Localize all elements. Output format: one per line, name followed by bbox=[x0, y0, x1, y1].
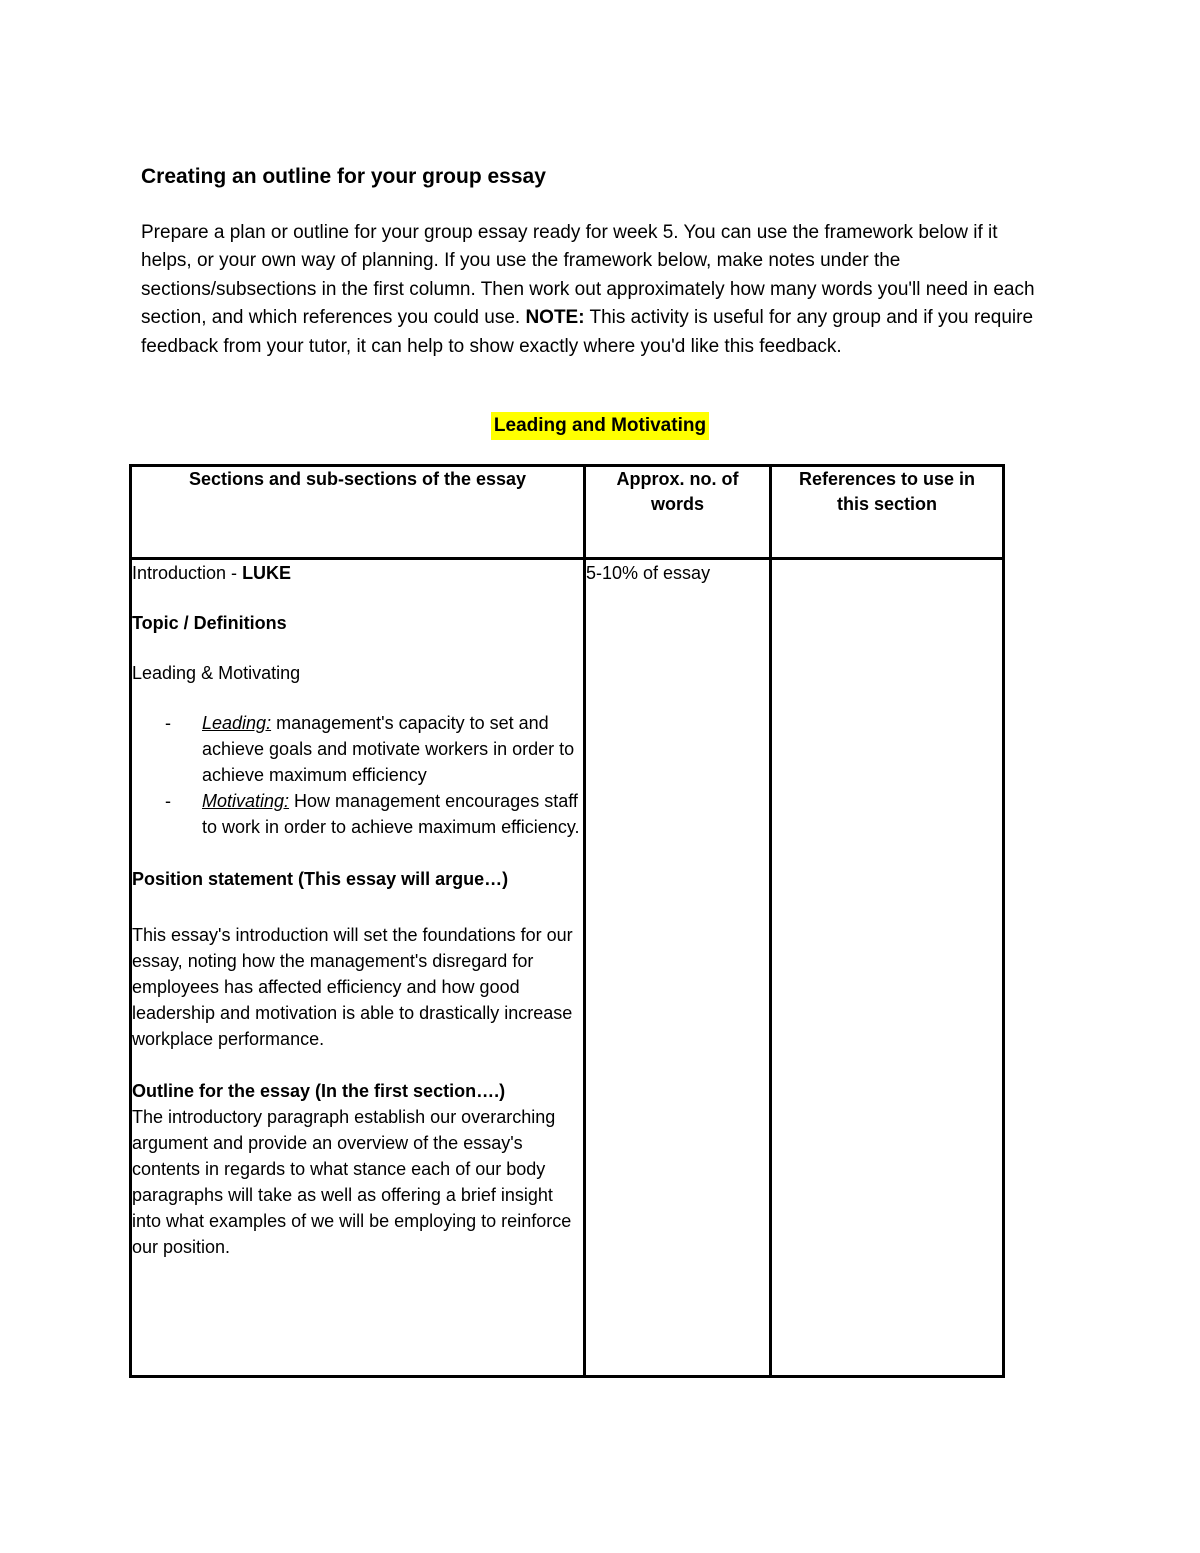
intro-section-line bbox=[132, 560, 583, 586]
topic-definitions-heading bbox=[132, 610, 583, 636]
header-sections-label: Sections and sub-sections of the essay bbox=[188, 469, 527, 489]
position-statement-text: This essay's introduction will set the foundations for our essay, noting how the management's disregard for employees has affected efficiency and how good leadership and motivation is able to drastically increase workplace performance. bbox=[132, 925, 573, 1049]
table-header-row bbox=[131, 466, 1004, 559]
sections-cell[interactable] bbox=[131, 559, 585, 1377]
list-item bbox=[132, 710, 583, 788]
intro-section-author: LUKE bbox=[242, 563, 292, 583]
definition-text: management's capacity to set and achieve goals and motivate workers in order to achieve maximum efficiency bbox=[202, 713, 575, 785]
intro-note-label: NOTE: bbox=[525, 307, 585, 329]
definition-term: Leading: bbox=[202, 713, 272, 733]
table-row bbox=[131, 559, 1004, 1377]
topic-heading-container bbox=[0, 412, 1200, 440]
intro-section-label: Introduction - bbox=[132, 563, 243, 583]
header-refs-line1: References to use in bbox=[798, 469, 976, 489]
list-dash: - bbox=[165, 713, 171, 733]
definition-text: How management encourages staff to work in order to achieve maximum efficiency. bbox=[202, 791, 580, 837]
definition-term: Motivating: bbox=[202, 791, 290, 811]
definitions-list bbox=[132, 710, 583, 840]
outline-heading-text: Outline for the essay (In the first section….) bbox=[132, 1081, 506, 1101]
list-dash: - bbox=[165, 791, 171, 811]
header-words-line2: words bbox=[650, 494, 704, 514]
outline-text: The introductory paragraph establish our overarching argument and provide an overview of the essay's contents in regards to what stance each of our body paragraphs will take as well as offering a brief insight into what examples of we will be employing to reinforce our position. bbox=[132, 1107, 572, 1257]
intro-paragraph bbox=[141, 219, 1046, 361]
outline-table bbox=[129, 464, 1005, 1378]
list-item bbox=[132, 788, 583, 840]
words-cell[interactable] bbox=[585, 559, 771, 1377]
header-references bbox=[771, 466, 1004, 559]
position-statement-heading bbox=[132, 866, 583, 892]
outline-heading bbox=[132, 1078, 583, 1104]
references-cell[interactable] bbox=[771, 559, 1004, 1377]
topic-heading: Leading and Motivating bbox=[491, 412, 709, 440]
topic-definitions-heading-text: Topic / Definitions bbox=[132, 613, 287, 633]
header-words-line1: Approx. no. of bbox=[616, 469, 739, 489]
document-title: Creating an outline for your group essay bbox=[141, 165, 546, 188]
header-words bbox=[585, 466, 771, 559]
topic-name: Leading & Motivating bbox=[132, 663, 301, 683]
position-statement-heading-text: Position statement (This essay will argue…) bbox=[132, 869, 509, 889]
intro-text-part1: Prepare a plan or outline for your group essay ready for week 5. You can use the framework below if it helps, or your own way of planning. If you use the framework below, make notes under the sections/subsections in the first column. Then work out approximately how many words you'll need in each section, and which references you could use. bbox=[141, 222, 1035, 329]
header-refs-line2: this section bbox=[836, 494, 938, 514]
intro-text-part2: This activity is useful for any group and if you require feedback from your tutor, it can help to show exactly where you'd like this feedback. bbox=[141, 307, 1034, 357]
header-sections bbox=[131, 466, 585, 559]
words-value: 5-10% of essay bbox=[586, 563, 711, 583]
